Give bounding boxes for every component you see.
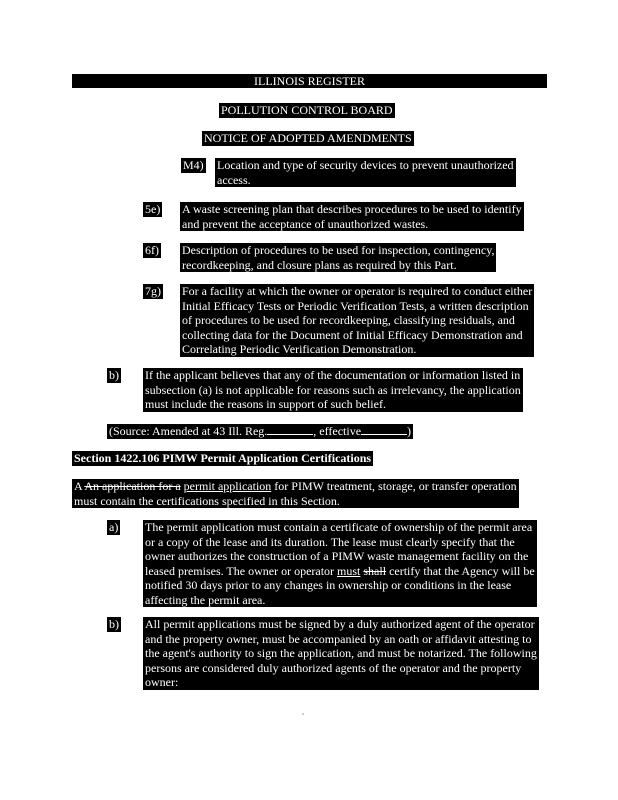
item-5-line-1: A waste screening plan that describes procedures to be used to identify xyxy=(182,202,522,216)
item-m-text xyxy=(215,158,516,187)
inserted-must: must xyxy=(337,563,361,578)
intro-start: A xyxy=(74,479,85,493)
item-5-line-2: and prevent the acceptance of unauthorized wastes. xyxy=(182,216,429,231)
section-heading: Section 1422.106 PIMW Permit Application Certifications xyxy=(74,451,372,465)
item-7-line-3: of procedures to be used for recordkeeping, classifying residuals, and xyxy=(182,313,515,327)
intro-struck-text: An application for a xyxy=(84,479,181,493)
register-header xyxy=(72,74,547,88)
source-prefix: (Source: Amended at 43 Ill. Reg. xyxy=(109,424,268,438)
register-title: ILLINOIS REGISTER xyxy=(254,74,365,88)
line4-before: leased premises. The owner or operator xyxy=(145,563,338,578)
item-7-label: 7g) xyxy=(145,284,161,298)
source-middle: , effective xyxy=(313,424,362,438)
subsection-a-line-1: The permit application must contain a certificate of ownership of the permit area xyxy=(145,520,533,534)
subsection-a-line-6: affecting the permit area. xyxy=(145,592,266,607)
struck-shall: shall xyxy=(363,563,387,578)
subsection-b1-line-1: If the applicant believes that any of the documentation or information listed in xyxy=(145,368,521,382)
item-5-text xyxy=(180,202,524,231)
subsection-b2-label: b) xyxy=(109,617,119,631)
section-intro-line-2: must contain the certifications specified in this Section. xyxy=(74,493,340,508)
subsection-b2-line-2: and the property owner, must be accompanied by an oath or affidavit attesting to xyxy=(145,631,532,646)
subsection-b2-line-1: All permit applications must be signed by a duly authorized agent of the operator xyxy=(145,617,535,631)
subsection-a-line-4 xyxy=(145,564,535,579)
intro-rest: for PIMW treatment, storage, or transfer operation xyxy=(271,479,517,493)
line4-after: certify that the Agency will be xyxy=(386,563,535,578)
subsection-a-label: a) xyxy=(109,520,119,534)
item-7-line-2: Initial Efficacy Tests or Periodic Verification Tests, a written description xyxy=(182,298,529,313)
subsection-b1-label: b) xyxy=(109,368,119,382)
item-6-label: 6f) xyxy=(145,243,159,257)
item-7-line-5: Correlating Periodic Verification Demonstration. xyxy=(182,342,417,356)
subsection-b2-line-5: owner: xyxy=(145,675,179,689)
page-speck xyxy=(302,713,304,715)
subsection-b2-text xyxy=(143,617,539,690)
subsection-b1-line-2: subsection (a) is not applicable for reasons such as irrelevancy, the application xyxy=(145,382,521,397)
subsection-a-line-5: notified 30 days prior to any changes in ownership or conditions in the lease xyxy=(145,578,512,592)
subsection-b2-line-4: persons are considered duly authorized agents of the operator and the property xyxy=(145,660,522,675)
section-intro xyxy=(72,479,519,508)
item-m-line-2: access. xyxy=(217,172,251,187)
item-7-line-4: collecting data for the Document of Initial Efficacy Demonstration and xyxy=(182,327,523,342)
item-6-line-1: Description of procedures to be used for inspection, contingency, xyxy=(182,243,495,257)
item-6-line-2: recordkeeping, and closure plans as required by this Part. xyxy=(182,257,457,272)
item-m-line-1: Location and type of security devices to prevent unauthorized xyxy=(217,158,514,172)
notice-title: NOTICE OF ADOPTED AMENDMENTS xyxy=(204,131,412,145)
item-6-text xyxy=(180,243,496,272)
source-blank-date xyxy=(361,424,407,435)
subsection-a-line-2: or a copy of the lease and its duration. The lease must clearly specify that the xyxy=(145,534,515,549)
subsection-b1-line-3: must include the reasons in support of such belief. xyxy=(145,397,386,411)
source-blank-reg xyxy=(267,424,313,435)
subsection-b2-line-3: the agent's authority to sign the application, and must be notarized. The following xyxy=(145,646,537,660)
source-suffix: ) xyxy=(407,424,412,438)
subsection-b1-text xyxy=(143,368,523,412)
item-7-line-1: For a facility at which the owner or operator is required to conduct either xyxy=(182,284,533,298)
item-5-label: 5e) xyxy=(145,202,161,216)
item-m-label: M4) xyxy=(183,158,204,172)
item-7-text xyxy=(180,284,534,357)
source-note xyxy=(107,424,413,439)
subsection-a-line-3: owner authorizes the construction of a PIMW waste management facility on the xyxy=(145,549,529,563)
board-title: POLLUTION CONTROL BOARD xyxy=(221,103,393,117)
subsection-a-text xyxy=(143,520,537,607)
section-intro-line-1 xyxy=(74,479,517,494)
intro-new-text: permit application xyxy=(183,479,272,493)
